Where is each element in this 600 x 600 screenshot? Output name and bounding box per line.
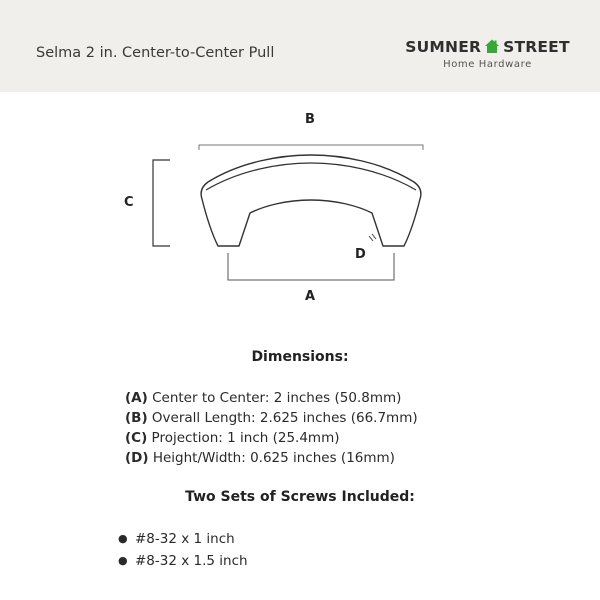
dimension-item-d	[125, 448, 418, 468]
dimension-text: Overall Length: 2.625 inches (66.7mm)	[147, 410, 418, 426]
bullet-icon: ●	[118, 532, 128, 545]
pull-handle-outline	[201, 155, 421, 246]
dimension-item-a	[125, 388, 418, 408]
dimension-text: Center to Center: 2 inches (50.8mm)	[147, 390, 402, 406]
dimension-a-label: A	[305, 289, 316, 304]
brand-tagline: Home Hardware	[443, 59, 532, 70]
dimensions-heading: Dimensions:	[251, 349, 349, 365]
brand-logo	[405, 38, 570, 71]
dimension-d-label: D	[355, 247, 366, 262]
screws-list	[118, 528, 248, 572]
dimensions-list	[125, 388, 418, 468]
dimension-a-line	[228, 253, 394, 280]
brand-name-right: STREET	[503, 38, 570, 56]
dimension-item-c	[125, 428, 418, 448]
screw-text: #8-32 x 1 inch	[135, 531, 235, 547]
screws-heading: Two Sets of Screws Included:	[185, 489, 415, 505]
dimension-item-b	[125, 408, 418, 428]
dimension-b-line	[199, 145, 423, 150]
dimension-text: Height/Width: 0.625 inches (16mm)	[148, 450, 395, 466]
dimension-b-label: B	[305, 112, 315, 127]
bullet-icon: ●	[118, 554, 128, 567]
dimension-c-label: C	[124, 195, 134, 210]
screw-item	[118, 550, 248, 572]
dimension-key: (A)	[125, 390, 148, 406]
page-title: Selma 2 in. Center-to-Center Pull	[36, 45, 275, 61]
dimension-d-marker	[369, 234, 376, 241]
pull-diagram	[0, 92, 600, 312]
dimension-c-line	[153, 160, 170, 246]
screw-text: #8-32 x 1.5 inch	[135, 553, 248, 569]
dimension-key: (B)	[125, 410, 148, 426]
dimension-key: (D)	[125, 450, 149, 466]
brand-name	[405, 38, 570, 58]
dimension-key: (C)	[125, 430, 148, 446]
dimension-text: Projection: 1 inch (25.4mm)	[147, 430, 340, 446]
house-icon	[484, 38, 500, 58]
screw-item	[118, 528, 248, 550]
brand-name-left: SUMNER	[405, 38, 482, 56]
header-bar	[0, 0, 600, 92]
